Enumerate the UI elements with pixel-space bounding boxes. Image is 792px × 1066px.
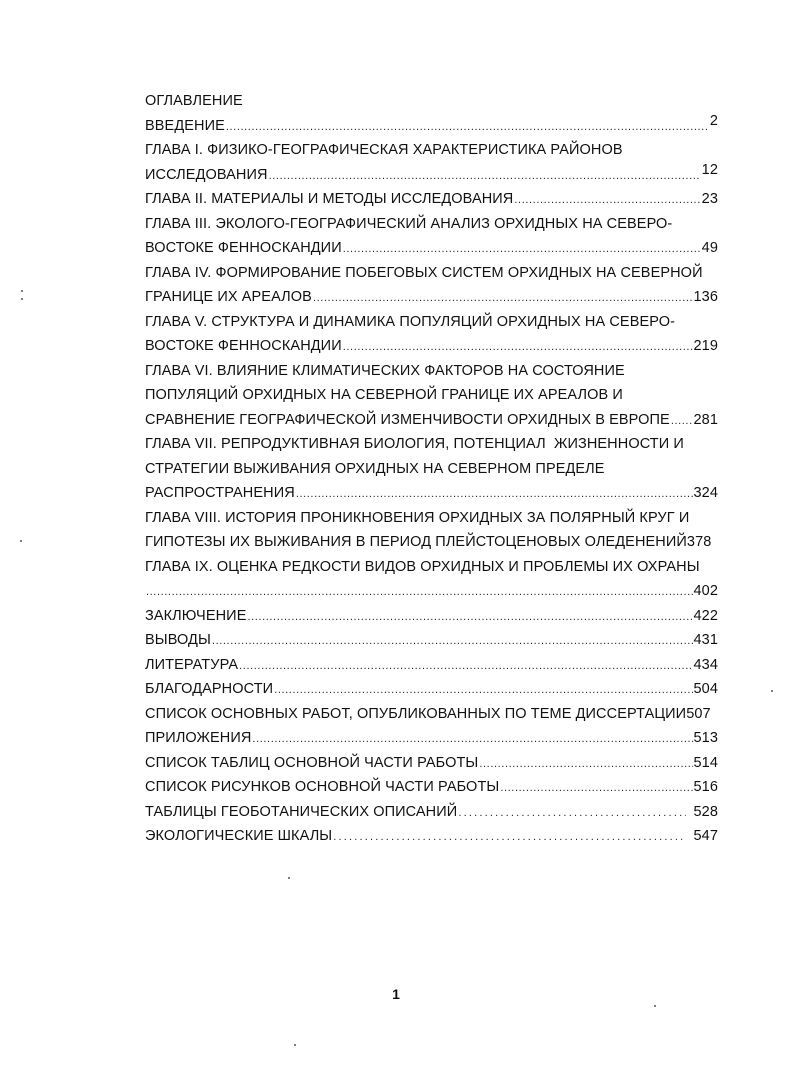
- toc-entry-page: 504: [693, 681, 718, 697]
- toc-entry-page: 528: [693, 803, 718, 820]
- scan-speck: [20, 540, 22, 542]
- toc-entry-title: СПИСОК ОСНОВНЫХ РАБОТ, ОПУБЛИКОВАННЫХ ПО ТЕМЕ ДИССЕРТАЦИИ: [145, 705, 687, 722]
- toc-entry-page: 49: [701, 240, 718, 256]
- toc-entry-geobotanical-tables[interactable]: [145, 800, 718, 825]
- toc-entry-title-line: ГЛАВА III. ЭКОЛОГО-ГЕОГРАФИЧЕСКИЙ АНАЛИЗ ОРХИДНЫХ НА СЕВЕРО-: [145, 215, 673, 232]
- toc-entry-chapter-9[interactable]: [145, 555, 718, 604]
- toc-leader-dots: [458, 801, 685, 826]
- scan-speck: [21, 290, 23, 292]
- toc-entry-title: БЛАГОДАРНОСТИ: [145, 681, 274, 697]
- toc-entry-list-of-tables[interactable]: [145, 751, 718, 776]
- toc-entry-introduction[interactable]: [145, 114, 718, 139]
- toc-leader-dots: [500, 776, 692, 801]
- page-number: 1: [392, 986, 400, 1002]
- toc-leader-dots: [343, 335, 693, 360]
- toc-entry-title: РАСПРОСТРАНЕНИЯ: [145, 485, 295, 501]
- toc-entry-title-line: СТРАТЕГИИ ВЫЖИВАНИЯ ОРХИДНЫХ НА СЕВЕРНОМ ПРЕДЕЛЕ: [145, 460, 605, 477]
- toc-entry-title: ВОСТОКЕ ФЕННОСКАНДИИ: [145, 338, 342, 354]
- toc-entry-page: 23: [701, 191, 718, 207]
- toc-leader-dots: [247, 605, 692, 630]
- toc-entry-page: 547: [693, 828, 718, 844]
- toc-entry-title: ТАБЛИЦЫ ГЕОБОТАНИЧЕСКИХ ОПИСАНИЙ: [145, 803, 458, 820]
- toc-entry-chapter-7[interactable]: [145, 432, 718, 506]
- toc-entry-page: 516: [693, 779, 718, 795]
- scan-speck: [21, 298, 23, 300]
- toc-entry-publications[interactable]: [145, 702, 718, 727]
- toc-entry-page: 431: [693, 632, 718, 648]
- toc-entry-title-line: ГЛАВА IX. ОЦЕНКА РЕДКОСТИ ВИДОВ ОРХИДНЫХ И ПРОБЛЕМЫ ИХ ОХРАНЫ: [145, 558, 700, 575]
- toc-leader-dots: [252, 727, 692, 752]
- toc-entry-list-of-figures[interactable]: [145, 775, 718, 800]
- toc-entry-title-line: ГЛАВА VI. ВЛИЯНИЕ КЛИМАТИЧЕСКИХ ФАКТОРОВ НА СОСТОЯНИЕ: [145, 362, 625, 379]
- toc-entry-findings[interactable]: [145, 628, 718, 653]
- toc-entry-page: 136: [693, 289, 718, 305]
- toc-entry-title: ЭКОЛОГИЧЕСКИЕ ШКАЛЫ: [145, 828, 333, 844]
- toc-entry-title: ГЛАВА II. МАТЕРИАЛЫ И МЕТОДЫ ИССЛЕДОВАНИЯ: [145, 191, 514, 207]
- toc-entry-chapter-4[interactable]: [145, 261, 718, 310]
- toc-entry-page: 514: [693, 754, 718, 771]
- toc-entry-title: ВВЕДЕНИЕ: [145, 117, 225, 134]
- toc-leader-dots: [343, 237, 701, 262]
- toc-entry-title-line: ГЛАВА V. СТРУКТУРА И ДИНАМИКА ПОПУЛЯЦИЙ ОРХИДНЫХ НА СЕВЕРО-: [145, 313, 675, 330]
- toc-entry-chapter-5[interactable]: [145, 310, 718, 359]
- toc-entry-title-line: ГЛАВА IV. ФОРМИРОВАНИЕ ПОБЕГОВЫХ СИСТЕМ ОРХИДНЫХ НА СЕВЕРНОЙ: [145, 264, 703, 281]
- toc-leader-dots: [671, 409, 693, 434]
- toc-entry-appendices[interactable]: [145, 726, 718, 751]
- table-of-contents: [145, 89, 718, 849]
- toc-entry-chapter-3[interactable]: [145, 212, 718, 261]
- toc-entry-page: 378: [686, 534, 712, 550]
- toc-leader-dots: [479, 752, 692, 777]
- toc-entry-title: СПИСОК ТАБЛИЦ ОСНОВНОЙ ЧАСТИ РАБОТЫ: [145, 754, 479, 771]
- scan-speck: [771, 690, 773, 692]
- toc-entry-title: ВОСТОКЕ ФЕННОСКАНДИИ: [145, 240, 342, 256]
- toc-entry-title: ЗАКЛЮЧЕНИЕ: [145, 607, 247, 624]
- toc-entry-conclusion[interactable]: [145, 604, 718, 629]
- toc-entry-references[interactable]: [145, 653, 718, 678]
- scan-speck: [288, 877, 290, 879]
- toc-leader-dots: [514, 188, 700, 213]
- toc-entry-title-line: ГЛАВА VII. РЕПРОДУКТИВНАЯ БИОЛОГИЯ, ПОТЕНЦИАЛ ЖИЗНЕННОСТИ И: [145, 436, 684, 452]
- toc-leader-dots: [212, 629, 693, 654]
- toc-entry-title: ИССЛЕДОВАНИЯ: [145, 166, 268, 183]
- toc-entry-page: 324: [693, 485, 718, 501]
- toc-entry-chapter-8[interactable]: [145, 506, 718, 555]
- toc-entry-title: ВЫВОДЫ: [145, 632, 211, 648]
- toc-entry-page: 507: [686, 705, 711, 722]
- toc-entry-page: 12: [701, 161, 718, 178]
- toc-entry-chapter-2[interactable]: [145, 187, 718, 212]
- toc-leader-dots: [226, 115, 709, 140]
- toc-entry-title: ГРАНИЦЕ ИХ АРЕАЛОВ: [145, 289, 312, 305]
- scan-speck: [294, 1044, 296, 1046]
- toc-entry-ecological-scales[interactable]: [145, 824, 718, 849]
- toc-leader-dots: [146, 580, 693, 605]
- toc-entry-title-line: ПОПУЛЯЦИЙ ОРХИДНЫХ НА СЕВЕРНОЙ ГРАНИЦЕ ИХ АРЕАЛОВ И: [145, 387, 623, 403]
- toc-entry-chapter-6[interactable]: [145, 359, 718, 433]
- toc-entry-acknowledgements[interactable]: [145, 677, 718, 702]
- toc-entry-page: 422: [693, 607, 718, 624]
- toc-entry-page: 281: [693, 411, 718, 428]
- toc-entry-title-line: ГЛАВА VIII. ИСТОРИЯ ПРОНИКНОВЕНИЯ ОРХИДНЫХ ЗА ПОЛЯРНЫЙ КРУГ И: [145, 509, 690, 526]
- toc-entry-page: 219: [693, 338, 718, 354]
- scan-speck: [654, 1005, 656, 1007]
- toc-leader-dots: [274, 678, 692, 703]
- toc-entry-title: СПИСОК РИСУНКОВ ОСНОВНОЙ ЧАСТИ РАБОТЫ: [145, 779, 500, 795]
- toc-entry-chapter-1[interactable]: [145, 138, 718, 187]
- toc-leader-dots: [333, 825, 685, 850]
- toc-entry-title-line: ГЛАВА I. ФИЗИКО-ГЕОГРАФИЧЕСКАЯ ХАРАКТЕРИСТИКА РАЙОНОВ: [145, 142, 623, 158]
- toc-entry-title: СРАВНЕНИЕ ГЕОГРАФИЧЕСКОЙ ИЗМЕНЧИВОСТИ ОРХИДНЫХ В ЕВРОПЕ: [145, 411, 670, 428]
- toc-entry-title: ПРИЛОЖЕНИЯ: [145, 730, 252, 746]
- toc-leader-dots: [239, 654, 692, 679]
- toc-entry-page: 2: [709, 112, 718, 129]
- toc-entry-page: 402: [693, 583, 718, 599]
- toc-title: ОГЛАВЛЕНИЕ: [145, 93, 243, 109]
- toc-leader-dots: [313, 286, 693, 311]
- toc-entry-page: 513: [693, 730, 718, 746]
- toc-entry-title: ГИПОТЕЗЫ ИХ ВЫЖИВАНИЯ В ПЕРИОД ПЛЕЙСТОЦЕНОВЫХ ОЛЕДЕНЕНИЙ: [145, 534, 687, 550]
- toc-leader-dots: [269, 164, 701, 189]
- toc-entry-title: ЛИТЕРАТУРА: [145, 656, 239, 673]
- toc-leader-dots: [296, 482, 693, 507]
- toc-entry-page: 434: [693, 656, 718, 673]
